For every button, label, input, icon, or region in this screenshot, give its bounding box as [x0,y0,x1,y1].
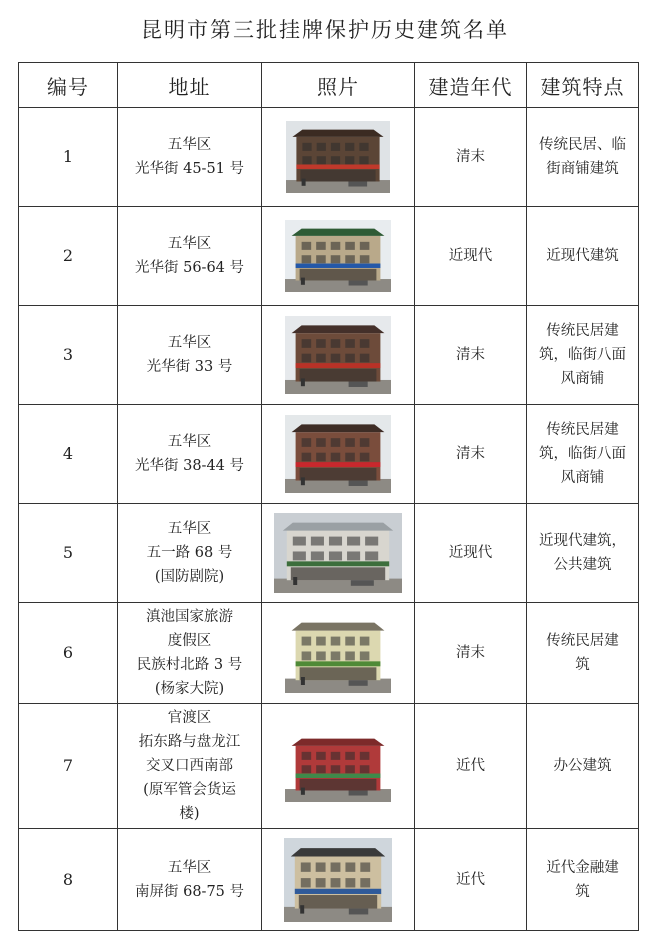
row-address [118,108,262,207]
row-address [118,603,262,704]
row-number: 8 [19,829,118,931]
table-row [19,207,639,306]
row-era: 清末 [415,108,527,207]
address-line: 五华区 [167,335,212,351]
header-era: 建造年代 [415,63,527,108]
row-feature [527,405,639,504]
feature-line: 公共建筑 [553,557,612,573]
table-row [19,306,639,405]
building-photo [285,220,391,292]
building-photo [274,513,402,593]
feature-line: 筑，临街八面 [539,347,626,363]
table-row [19,704,639,829]
row-photo-cell [262,405,415,504]
table-row [19,405,639,504]
address-line: 五华区 [167,236,212,252]
feature-line: 风商铺 [560,470,605,486]
row-number: 6 [19,603,118,704]
feature-line: 近代金融建 [546,859,619,876]
address-line: 五一路 68 号 [146,545,233,561]
row-photo-cell [262,207,415,306]
row-address [118,405,262,504]
address-line: 交叉口西南部 [146,758,233,774]
address-line: 五华区 [167,521,212,537]
row-number: 7 [19,704,118,829]
table-row [19,603,639,704]
feature-line: 传统民居建 [546,633,619,649]
address-line: 五华区 [167,137,212,153]
feature-line: 办公建筑 [553,758,612,774]
row-photo-cell [262,704,415,829]
address-line: 南屏街 68-75 号 [134,883,245,900]
building-list-table [18,62,639,931]
row-era: 近现代 [415,504,527,603]
address-line: 光华街 45-51 号 [134,161,245,177]
feature-line: 近现代建筑 [546,248,619,264]
table-header-row [19,63,639,108]
row-feature [527,108,639,207]
feature-line: 筑 [575,883,590,900]
address-line: 官渡区 [167,710,212,726]
table-row [19,504,639,603]
row-number: 5 [19,504,118,603]
address-line: 光华街 38-44 号 [134,458,245,474]
feature-line: 传统民居、临 [539,137,626,153]
row-feature [527,603,639,704]
address-line: 度假区 [167,633,212,649]
feature-line: 近现代建筑， [539,533,626,549]
building-photo [286,121,390,193]
building-photo [285,415,391,493]
row-era: 清末 [415,603,527,704]
building-photo [285,316,391,394]
table-row [19,108,639,207]
row-photo-cell [262,603,415,704]
address-line: 光华街 33 号 [146,359,233,375]
row-number: 4 [19,405,118,504]
feature-line: 风商铺 [560,371,605,387]
header-photo: 照片 [262,63,415,108]
row-address [118,207,262,306]
row-era: 近现代 [415,207,527,306]
address-line: 五华区 [167,859,212,876]
row-photo-cell [262,504,415,603]
row-number: 1 [19,108,118,207]
feature-line: 街商铺建筑 [546,161,619,177]
feature-line: 传统民居建 [546,323,619,339]
row-feature [527,704,639,829]
row-address [118,829,262,931]
address-line: (原军管会货运 [143,782,236,798]
row-number: 3 [19,306,118,405]
row-era: 近代 [415,704,527,829]
header-address: 地址 [118,63,262,108]
address-line: (杨家大院) [154,681,225,697]
feature-line: 传统民居建 [546,422,619,438]
table-row [19,829,639,931]
address-line: (国防剧院) [154,569,225,585]
feature-line: 筑，临街八面 [539,446,626,462]
row-number: 2 [19,207,118,306]
header-feature: 建筑特点 [527,63,639,108]
row-photo-cell [262,108,415,207]
building-photo [284,838,392,922]
row-feature [527,504,639,603]
row-address [118,306,262,405]
address-line: 拓东路与盘龙江 [138,734,241,750]
row-era: 清末 [415,405,527,504]
row-feature [527,207,639,306]
address-line: 五华区 [167,434,212,450]
row-photo-cell [262,829,415,931]
building-photo [285,613,391,693]
address-line: 光华街 56-64 号 [134,260,245,276]
row-address [118,704,262,829]
document-title: 昆明市第三批挂牌保护历史建筑名单 [141,18,509,42]
row-feature [527,306,639,405]
address-line: 楼) [179,806,200,822]
address-line: 民族村北路 3 号 [136,657,243,673]
building-photo [285,730,391,802]
address-line: 滇池国家旅游 [146,609,233,625]
header-no: 编号 [19,63,118,108]
row-era: 近代 [415,829,527,931]
feature-line: 筑 [575,657,590,673]
row-address [118,504,262,603]
row-era: 清末 [415,306,527,405]
row-photo-cell [262,306,415,405]
row-feature [527,829,639,931]
